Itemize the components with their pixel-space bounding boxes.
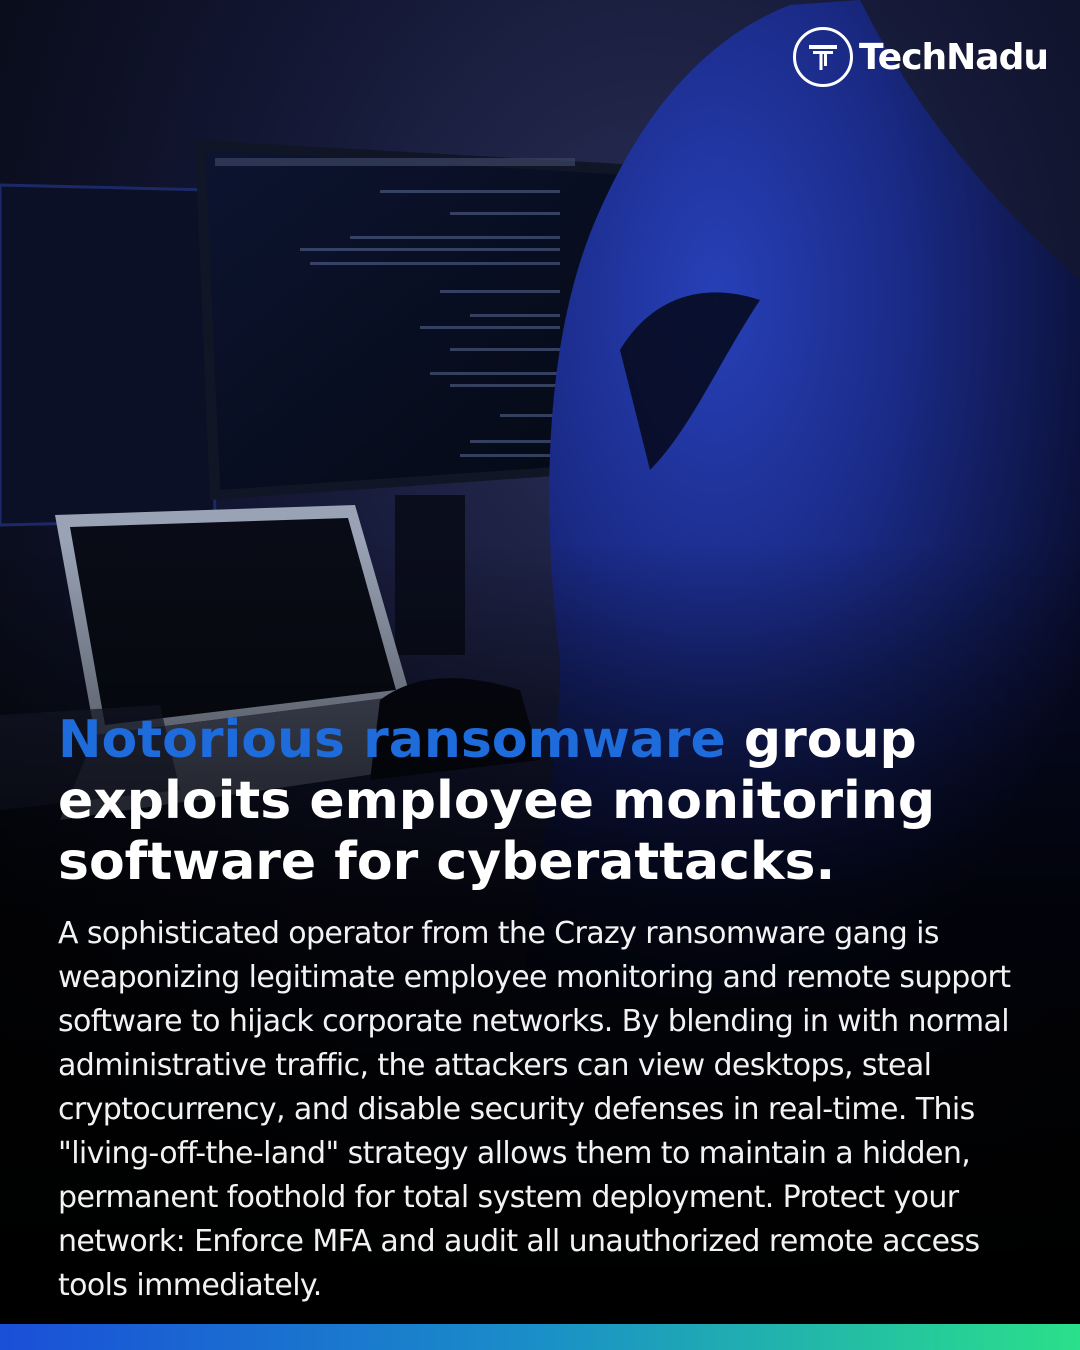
article-summary: A sophisticated operator from the Crazy ransomware gang is weaponizing legitimate employee monitoring and remote support software to hijack corporate networks. By blending in with normal administrative traffic, the attackers can view desktops, steal cryptocurrency, and disable security defenses in real-time. This "living-off-the-land" strategy allows them to maintain a hidden, permanent foothold for total system deployment. Protect your network: Enforce MFA and audit all unauthorized remote access tools immediately. xyxy=(58,916,1011,1303)
gradient-bottom-bar xyxy=(0,1324,1080,1350)
headline-accent: Notorious ransomware xyxy=(58,710,726,770)
brand-logo xyxy=(793,24,1048,90)
logo-t-glyph xyxy=(805,39,841,75)
headline xyxy=(58,710,1038,893)
headline-rest: group exploits employee monitoring software for cyberattacks. xyxy=(58,710,936,892)
brand-name: TechNadu xyxy=(859,36,1048,78)
technadu-logo-icon xyxy=(793,27,853,87)
